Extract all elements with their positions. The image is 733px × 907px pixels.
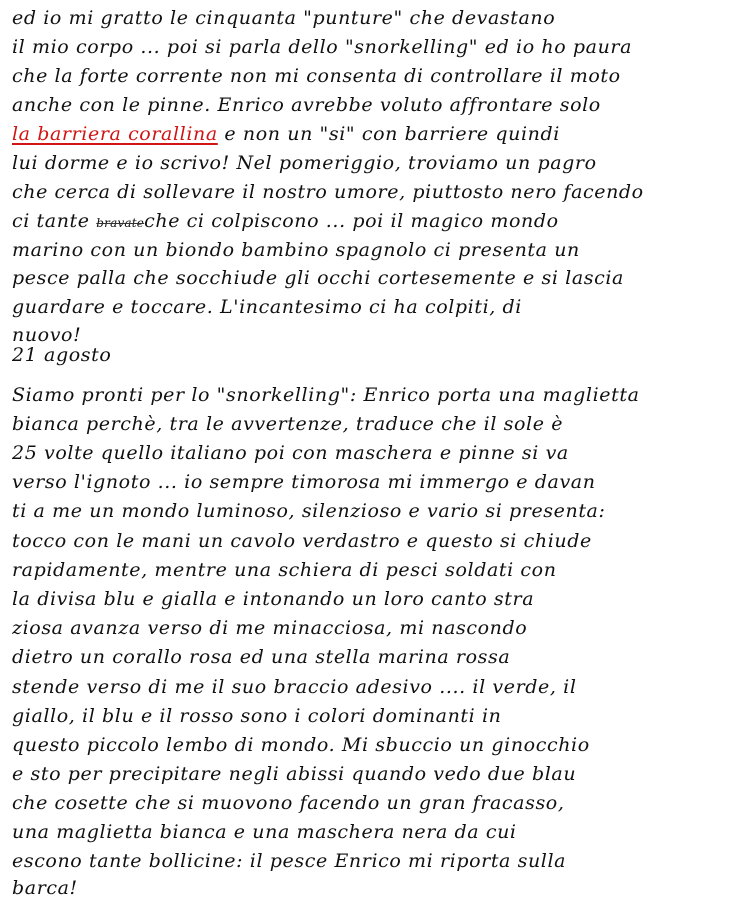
line-text: ci tante [12,210,97,232]
handwritten-line [12,6,722,30]
line-text: la divisa blu e gialla e intonando un loro canto stra [12,588,535,610]
line-text: dietro un corallo rosa ed una stella marina rossa [12,646,511,668]
line-text: nuovo! [12,324,82,346]
line-text: giallo, il blu e il rosso sono i colori dominanti in [12,705,502,727]
handwritten-line [12,441,722,465]
line-text: ziosa avanza verso di me minacciosa, mi nascondo [12,617,528,639]
handwritten-line [12,849,722,873]
handwritten-line [12,122,722,146]
handwritten-line [12,180,722,204]
underlined-phrase: la barriera corallina [12,123,218,145]
line-text: bianca perchè, tra le avvertenze, traduce che il sole è [12,413,564,435]
line-text: stende verso di me il suo braccio adesivo .... il verde, il [12,676,577,698]
handwritten-line [12,733,722,757]
line-text: ed io mi gratto le cinquanta "punture" che devastano [12,7,556,29]
line-text: che la forte corrente non mi consenta di controllare il moto [12,65,621,87]
line-text: 25 volte quello italiano poi con maschera e pinne si va [12,442,569,464]
line-text: che cosette che si muovono facendo un gran fracasso, [12,792,565,814]
line-text: che cerca di sollevare il nostro umore, piuttosto nero facendo [12,181,644,203]
struck-word: bravate [96,216,145,230]
handwritten-line [12,343,722,367]
handwritten-line [12,616,722,640]
line-text: una maglietta bianca e una maschera nera da cui [12,821,517,843]
handwritten-line [12,64,722,88]
line-text: lui dorme e io scrivo! Nel pomeriggio, troviamo un pagro [12,152,597,174]
handwritten-line [12,762,722,786]
line-text: anche con le pinne. Enrico avrebbe voluto affrontare solo [12,94,601,116]
handwritten-line [12,412,722,436]
handwritten-line [12,675,722,699]
handwritten-line [12,93,722,117]
line-text: che ci colpiscono ... poi il magico mondo [144,210,559,232]
handwritten-line [12,470,722,494]
line-text: 21 agosto [12,344,112,366]
handwritten-line [12,35,722,59]
handwritten-line [12,238,722,262]
line-text: escono tante bollicine: il pesce Enrico mi riporta sulla [12,850,567,872]
line-text: pesce palla che socchiude gli occhi cortesemente e si lascia [12,267,624,289]
line-text: tocco con le mani un cavolo verdastro e questo si chiude [12,530,592,552]
handwritten-line [12,791,722,815]
line-text: questo piccolo lembo di mondo. Mi sbuccio un ginocchio [12,734,590,756]
handwritten-line [12,704,722,728]
handwritten-line [12,295,722,319]
handwritten-line [12,209,722,235]
line-text: marino con un biondo bambino spagnolo ci presenta un [12,239,580,261]
handwritten-line [12,266,722,290]
line-text: guardare e toccare. L'incantesimo ci ha colpiti, di [12,296,522,318]
handwritten-line [12,645,722,669]
handwritten-line [12,587,722,611]
line-text: e sto per precipitare negli abissi quando vedo due blau [12,763,577,785]
line-text: rapidamente, mentre una schiera di pesci soldati con [12,559,557,581]
line-text: e non un "si" con barriere quindi [217,123,560,145]
line-text: Siamo pronti per lo "snorkelling": Enrico porta una maglietta [12,384,640,406]
handwritten-line [12,151,722,175]
handwritten-line [12,820,722,844]
handwritten-line [12,529,722,553]
handwritten-line [12,383,722,407]
line-text: verso l'ignoto ... io sempre timorosa mi immergo e davan [12,471,596,493]
handwritten-line [12,499,722,523]
handwritten-line [12,558,722,582]
line-text: ti a me un mondo luminoso, silenzioso e vario si presenta: [12,500,606,522]
line-text: barca! [12,877,78,899]
line-text: il mio corpo ... poi si parla dello "snorkelling" ed io ho paura [12,36,633,58]
handwritten-line [12,876,722,900]
